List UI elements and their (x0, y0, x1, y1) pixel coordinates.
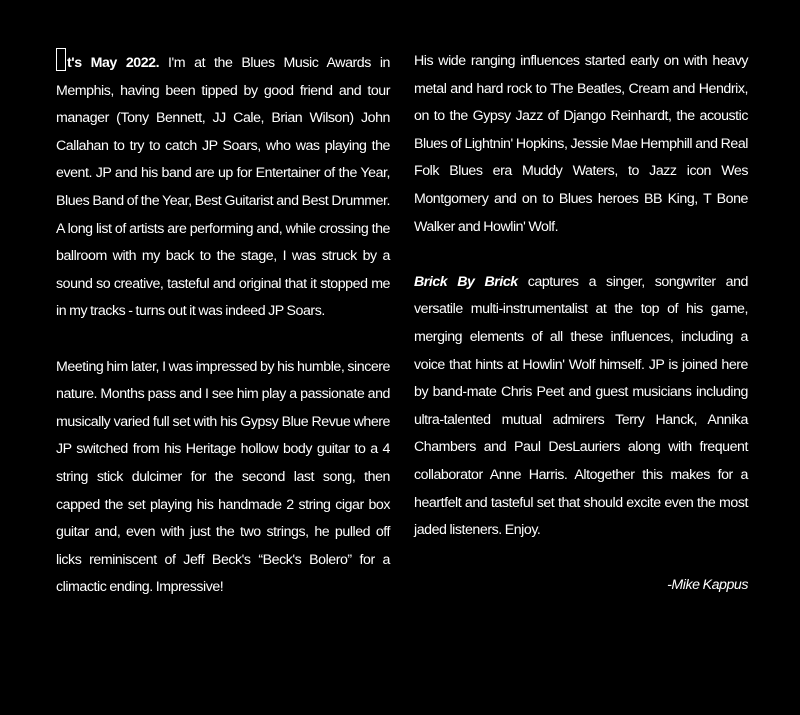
right-column (414, 48, 748, 627)
paragraph-may-2022 (56, 48, 390, 326)
paragraph-brick-by-brick (414, 269, 748, 545)
paragraph-lead-in: t's May 2022. (67, 55, 160, 71)
paragraph-text: I'm at the Blues Music Awards in Memphis, having been tipped by good friend and tour manager (Tony Bennett, JJ Cale, Brian Wilson) John Callahan to try to catch JP Soars, who was playing the event. JP and his band are up for Entertainer of the Year, Blues Band of the Year, Best Guitarist and Best Drummer. A long list of artists are performing and, while crossing the ballroom with my back to the stage, I was struck by a sound so creative, tasteful and original that it stopped me in my tracks - turns out it was indeed JP Soars. (56, 55, 390, 320)
missing-dropcap-glyph-icon (56, 48, 66, 71)
paragraph-influences: His wide ranging influences started early on with heavy metal and hard rock to The Beatles, Cream and Hendrix, on to the Gypsy Jazz of Django Reinhardt, the acoustic Blues of Lightnin' Hopkins, Jessie Mae Hemphill and Real Folk Blues era Muddy Waters, to Jazz icon Wes Montgomery and on to Blues heroes BB King, T Bone Walker and Howlin' Wolf. (414, 53, 748, 235)
paragraph-text: captures a singer, songwriter and versatile multi-instrumentalist at the top of his game, merging elements of all these influences, including a voice that hints at Howlin' Wolf himself. JP is joined here by band-mate Chris Peet and guest musicians including ultra-talented mutual admirers Terry Hanck, Annika Chambers and Paul DesLauriers along with frequent collaborator Anne Harris. Altogether this makes for a heartfelt and tasteful set that should excite even the most jaded listeners. Enjoy. (414, 273, 748, 539)
album-title: Brick By Brick (414, 273, 518, 290)
author-signature: -Mike Kappus (667, 577, 748, 594)
paragraph-meeting-him: Meeting him later, I was impressed by his humble, sincere nature. Months pass and I see him play a passionate and musically varied full set with his Gypsy Blue Revue where JP switched from his Heritage hollow body guitar to a 4 string stick dulcimer for the second last song, then capped the set playing his handmade 2 string cigar box guitar and, even with just the two strings, he pulled off licks reminiscent of Jeff Beck's “Beck's Bolero” for a climactic ending. Impressive! (56, 358, 390, 596)
left-column (56, 48, 390, 629)
